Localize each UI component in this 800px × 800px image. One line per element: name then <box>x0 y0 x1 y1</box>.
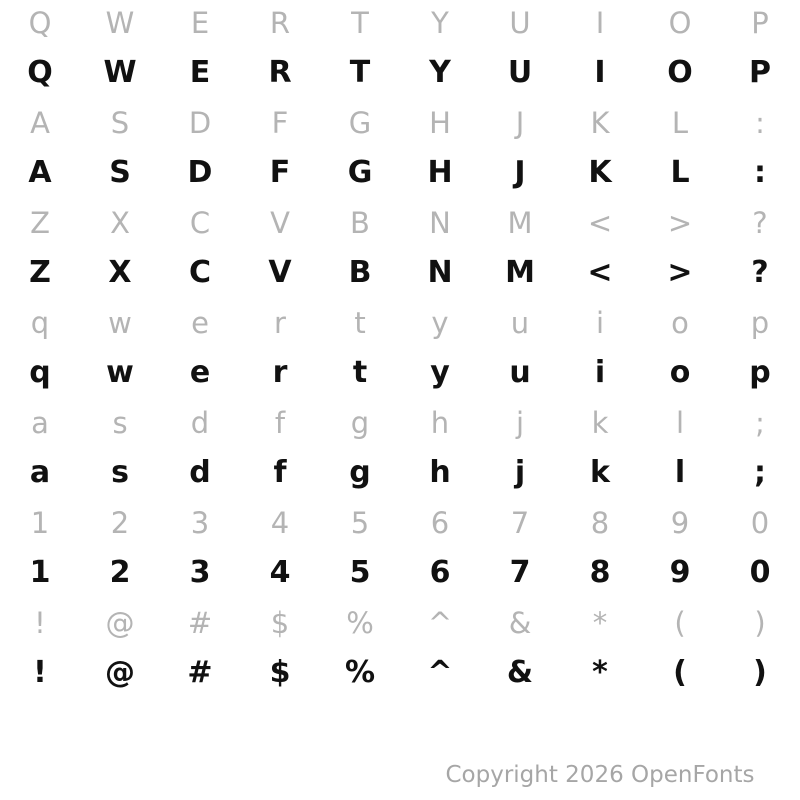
glyph-cell: L <box>670 155 690 190</box>
glyph-cell: Z <box>30 206 50 240</box>
glyph-cell: % <box>344 655 376 690</box>
glyph-cell: s <box>112 406 128 440</box>
glyph-cell: 6 <box>430 506 450 540</box>
glyph-cell: 7 <box>509 555 531 590</box>
preview-row-ink <box>0 246 800 300</box>
glyph-cell: 9 <box>669 555 691 590</box>
glyph-cell: G <box>347 155 373 190</box>
preview-row-ink <box>0 46 800 100</box>
glyph-cell: M <box>507 206 533 240</box>
glyph-cell: 4 <box>270 506 290 540</box>
glyph-cell: 2 <box>109 555 131 590</box>
glyph-cell: J <box>514 155 526 190</box>
preview-row-ghost <box>0 0 800 46</box>
glyph-cell: q <box>30 306 50 340</box>
glyph-cell: B <box>350 206 370 240</box>
glyph-cell: H <box>427 155 453 190</box>
glyph-cell: < <box>587 206 613 240</box>
glyph-cell: Z <box>29 255 51 290</box>
preview-row-ghost <box>0 100 800 146</box>
glyph-cell: h <box>430 406 450 440</box>
glyph-cell: R <box>268 55 292 90</box>
glyph-cell: ; <box>755 406 765 440</box>
glyph-cell: T <box>351 6 369 40</box>
glyph-cell: O <box>667 55 693 90</box>
glyph-cell: V <box>270 206 290 240</box>
glyph-cell: : <box>755 106 765 140</box>
glyph-cell: N <box>429 206 451 240</box>
glyph-cell: $ <box>269 655 291 690</box>
glyph-cell: w <box>106 355 134 390</box>
glyph-cell: s <box>111 455 129 490</box>
glyph-cell: g <box>349 455 371 490</box>
glyph-cell: ^ <box>427 606 453 640</box>
glyph-cell: M <box>505 255 535 290</box>
glyph-cell: ) <box>754 606 766 640</box>
preview-row-ghost <box>0 300 800 346</box>
glyph-cell: E <box>190 6 210 40</box>
glyph-cell: ? <box>751 255 769 290</box>
glyph-cell: 5 <box>350 506 370 540</box>
glyph-cell: : <box>754 155 766 190</box>
glyph-cell: f <box>273 455 287 490</box>
glyph-cell: U <box>509 6 531 40</box>
glyph-cell: q <box>29 355 51 390</box>
glyph-cell: # <box>187 655 213 690</box>
copyright-watermark: Copyright 2026 OpenFonts <box>445 762 755 788</box>
glyph-cell: V <box>268 255 292 290</box>
glyph-cell: F <box>269 155 291 190</box>
glyph-cell: W <box>103 55 137 90</box>
glyph-cell: A <box>30 106 50 140</box>
preview-row-ink <box>0 346 800 400</box>
glyph-cell: Y <box>429 55 451 90</box>
glyph-cell: 2 <box>110 506 130 540</box>
glyph-cell: t <box>354 306 366 340</box>
glyph-cell: i <box>595 306 605 340</box>
glyph-cell: k <box>591 406 609 440</box>
glyph-cell: 1 <box>30 506 50 540</box>
glyph-cell: 3 <box>190 506 210 540</box>
glyph-cell: 1 <box>29 555 51 590</box>
glyph-cell: ; <box>754 455 766 490</box>
glyph-cell: g <box>350 406 370 440</box>
glyph-cell: ! <box>34 606 46 640</box>
glyph-cell: Y <box>431 6 449 40</box>
preview-row-ink <box>0 146 800 200</box>
glyph-cell: K <box>590 106 610 140</box>
glyph-cell: ) <box>753 655 767 690</box>
glyph-cell: 3 <box>189 555 211 590</box>
glyph-cell: 8 <box>589 555 611 590</box>
glyph-cell: 6 <box>429 555 451 590</box>
glyph-cell: D <box>187 155 213 190</box>
glyph-cell: @ <box>105 606 135 640</box>
glyph-cell: p <box>750 306 770 340</box>
glyph-cell: y <box>430 355 450 390</box>
glyph-cell: ! <box>33 655 47 690</box>
glyph-cell: u <box>509 355 531 390</box>
glyph-cell: w <box>108 306 132 340</box>
glyph-cell: > <box>667 206 693 240</box>
glyph-cell: # <box>187 606 213 640</box>
glyph-cell: U <box>507 55 533 90</box>
glyph-cell: ^ <box>427 655 453 690</box>
glyph-cell: l <box>674 455 686 490</box>
glyph-cell: 4 <box>269 555 291 590</box>
preview-row-ink <box>0 546 800 600</box>
glyph-cell: j <box>514 455 526 490</box>
glyph-cell: C <box>189 206 211 240</box>
glyph-cell: G <box>348 106 372 140</box>
glyph-cell: e <box>189 355 211 390</box>
glyph-cell: o <box>669 355 691 390</box>
preview-row-ghost <box>0 600 800 646</box>
glyph-cell: j <box>515 406 525 440</box>
glyph-cell: C <box>188 255 212 290</box>
glyph-cell: 0 <box>750 506 770 540</box>
glyph-cell: y <box>431 306 449 340</box>
glyph-cell: P <box>749 55 771 90</box>
glyph-cell: 0 <box>749 555 771 590</box>
glyph-cell: $ <box>270 606 290 640</box>
glyph-cell: 7 <box>510 506 530 540</box>
glyph-cell: 8 <box>590 506 610 540</box>
glyph-cell: E <box>189 55 211 90</box>
glyph-cell: J <box>515 106 525 140</box>
glyph-cell: > <box>667 255 693 290</box>
glyph-cell: Q <box>27 55 53 90</box>
glyph-cell: H <box>429 106 451 140</box>
character-band <box>0 100 800 200</box>
glyph-cell: e <box>191 306 209 340</box>
glyph-cell: r <box>274 306 286 340</box>
glyph-cell: B <box>348 255 372 290</box>
glyph-cell: O <box>668 6 692 40</box>
glyph-cell: ( <box>673 655 687 690</box>
glyph-cell: a <box>31 406 49 440</box>
character-band <box>0 200 800 300</box>
character-band <box>0 300 800 400</box>
glyph-cell: I <box>595 6 605 40</box>
glyph-cell: & <box>506 655 534 690</box>
glyph-cell: K <box>588 155 612 190</box>
preview-row-ink <box>0 446 800 500</box>
glyph-cell: u <box>510 306 530 340</box>
glyph-cell: p <box>749 355 771 390</box>
glyph-cell: & <box>508 606 532 640</box>
glyph-cell: T <box>349 55 371 90</box>
glyph-cell: d <box>190 406 210 440</box>
glyph-cell: D <box>188 106 212 140</box>
glyph-cell: F <box>271 106 289 140</box>
character-band <box>0 0 800 100</box>
preview-row-ghost <box>0 500 800 546</box>
glyph-cell: P <box>751 6 769 40</box>
character-band <box>0 600 800 700</box>
glyph-cell: @ <box>105 655 135 690</box>
glyph-cell: a <box>29 455 51 490</box>
preview-row-ghost <box>0 200 800 246</box>
glyph-cell: * <box>592 606 608 640</box>
glyph-cell: ( <box>674 606 686 640</box>
glyph-cell: * <box>592 655 608 690</box>
glyph-cell: A <box>28 155 52 190</box>
glyph-cell: r <box>272 355 288 390</box>
glyph-cell: h <box>429 455 451 490</box>
glyph-cell: d <box>189 455 211 490</box>
glyph-cell: % <box>346 606 374 640</box>
glyph-cell: W <box>105 6 135 40</box>
character-band <box>0 400 800 500</box>
glyph-cell: N <box>427 255 453 290</box>
glyph-cell: S <box>110 106 130 140</box>
preview-row-ink <box>0 646 800 700</box>
glyph-cell: X <box>108 255 132 290</box>
glyph-cell: S <box>109 155 131 190</box>
glyph-cell: R <box>269 6 291 40</box>
glyph-cell: f <box>274 406 286 440</box>
glyph-cell: I <box>594 55 606 90</box>
glyph-cell: L <box>671 106 689 140</box>
glyph-cell: o <box>671 306 689 340</box>
glyph-cell: i <box>594 355 606 390</box>
glyph-cell: X <box>110 206 130 240</box>
glyph-cell: l <box>675 406 685 440</box>
glyph-cell: t <box>352 355 368 390</box>
glyph-cell: Q <box>28 6 52 40</box>
glyph-cell: < <box>587 255 613 290</box>
glyph-cell: k <box>590 455 610 490</box>
glyph-cell: 9 <box>670 506 690 540</box>
glyph-cell: ? <box>752 206 768 240</box>
glyph-cell: 5 <box>349 555 371 590</box>
character-band <box>0 500 800 600</box>
preview-row-ghost <box>0 400 800 446</box>
